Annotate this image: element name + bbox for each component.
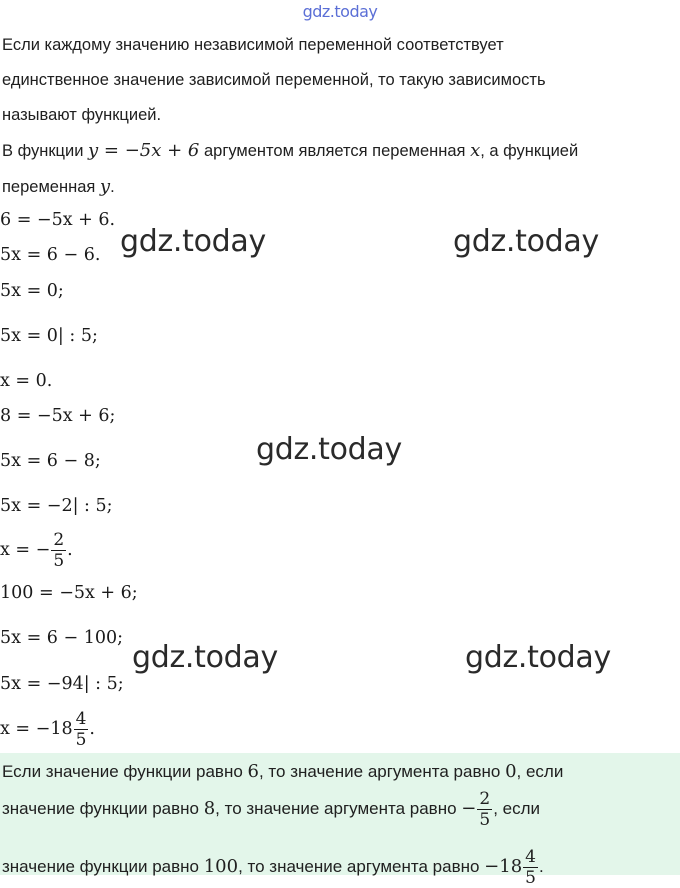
watermark-1: gdz.today bbox=[120, 224, 266, 259]
result8-denominator: 5 bbox=[53, 551, 65, 571]
answer-l3-c: . bbox=[539, 856, 544, 876]
top-watermark: gdz.today bbox=[302, 2, 378, 21]
intro-argument: x bbox=[470, 140, 481, 161]
answer-l3-b: , то значение аргумента равно bbox=[238, 856, 485, 876]
theory-line-1: Если каждому значению независимой переменной соответствует bbox=[2, 36, 504, 54]
answer-l3-fraction bbox=[523, 847, 538, 888]
result8-suffix: . bbox=[67, 540, 73, 560]
intro-formula: y = −5x + 6 bbox=[88, 140, 200, 161]
answer-l2-a: значение функции равно bbox=[2, 798, 204, 818]
intro-prefix: В функции bbox=[2, 142, 89, 160]
theory-line-2: единственное значение зависимой переменной, то такую зависимость bbox=[2, 71, 546, 89]
answer-l2-numerator: 2 bbox=[479, 789, 491, 809]
answer-line-1 bbox=[2, 761, 563, 783]
answer-l2-b: , то значение аргумента равно bbox=[215, 798, 462, 818]
answer-l3-denominator: 5 bbox=[525, 868, 536, 888]
answer-l3-numerator: 4 bbox=[525, 847, 536, 867]
answer-l3-a: значение функции равно bbox=[2, 856, 204, 876]
answer-line-2 bbox=[2, 789, 540, 830]
equation-6-3: 5x = 0; bbox=[0, 281, 64, 301]
answer-l1-a: Если значение функции равно bbox=[2, 762, 248, 781]
result8-prefix: x = − bbox=[0, 540, 51, 560]
equation-6-5: x = 0. bbox=[0, 371, 53, 391]
answer-l1-b: , то значение аргумента равно bbox=[258, 762, 506, 781]
answer-l1-c: , если bbox=[516, 762, 564, 781]
equation-8-2: 5x = 6 − 8; bbox=[0, 451, 101, 471]
equation-100-result bbox=[0, 709, 95, 750]
watermark-5: gdz.today bbox=[465, 640, 611, 675]
equation-100-1: 100 = −5x + 6; bbox=[0, 583, 138, 603]
answer-l2-minus: − bbox=[461, 797, 477, 819]
answer-line-3 bbox=[2, 847, 544, 888]
answer-l2-c: , если bbox=[493, 798, 541, 818]
result8-fraction bbox=[51, 530, 66, 571]
result100-denominator: 5 bbox=[75, 730, 87, 750]
equation-8-3: 5x = −2| : 5; bbox=[0, 496, 113, 516]
result100-suffix: . bbox=[89, 719, 95, 739]
watermark-3: gdz.today bbox=[256, 432, 402, 467]
equation-8-result bbox=[0, 530, 73, 571]
intro-line2-prefix: переменная bbox=[2, 178, 100, 196]
answer-l1-value-0: 0 bbox=[505, 761, 517, 782]
answer-l2-value-8: 8 bbox=[203, 797, 216, 819]
result100-fraction bbox=[74, 709, 89, 750]
intro-middle: аргументом является переменная bbox=[199, 142, 471, 160]
result100-prefix: x = −18 bbox=[0, 719, 73, 739]
answer-l1-value-6: 6 bbox=[247, 761, 259, 782]
answer-l3-value-100: 100 bbox=[203, 855, 239, 877]
equation-100-3: 5x = −94| : 5; bbox=[0, 674, 124, 694]
equation-6-2: 5x = 6 − 6. bbox=[0, 245, 101, 265]
equation-6-1: 6 = −5x + 6. bbox=[0, 210, 116, 230]
intro-line-1 bbox=[2, 140, 578, 162]
intro-line-2 bbox=[2, 176, 115, 198]
answer-l3-whole: −18 bbox=[484, 855, 523, 877]
answer-l2-fraction bbox=[477, 789, 492, 830]
answer-box bbox=[0, 753, 680, 888]
intro-suffix: , а функцией bbox=[480, 142, 579, 160]
result100-numerator: 4 bbox=[75, 709, 87, 729]
intro-line2-suffix: . bbox=[110, 178, 115, 196]
equation-100-2: 5x = 6 − 100; bbox=[0, 628, 124, 648]
watermark-2: gdz.today bbox=[453, 224, 599, 259]
intro-function-var: y bbox=[99, 176, 111, 197]
result8-numerator: 2 bbox=[53, 530, 65, 550]
equation-6-4: 5x = 0| : 5; bbox=[0, 326, 98, 346]
theory-line-3: называют функцией. bbox=[2, 106, 162, 124]
answer-l2-denominator: 5 bbox=[479, 810, 491, 830]
equation-8-1: 8 = −5x + 6; bbox=[0, 406, 116, 426]
watermark-4: gdz.today bbox=[132, 640, 278, 675]
